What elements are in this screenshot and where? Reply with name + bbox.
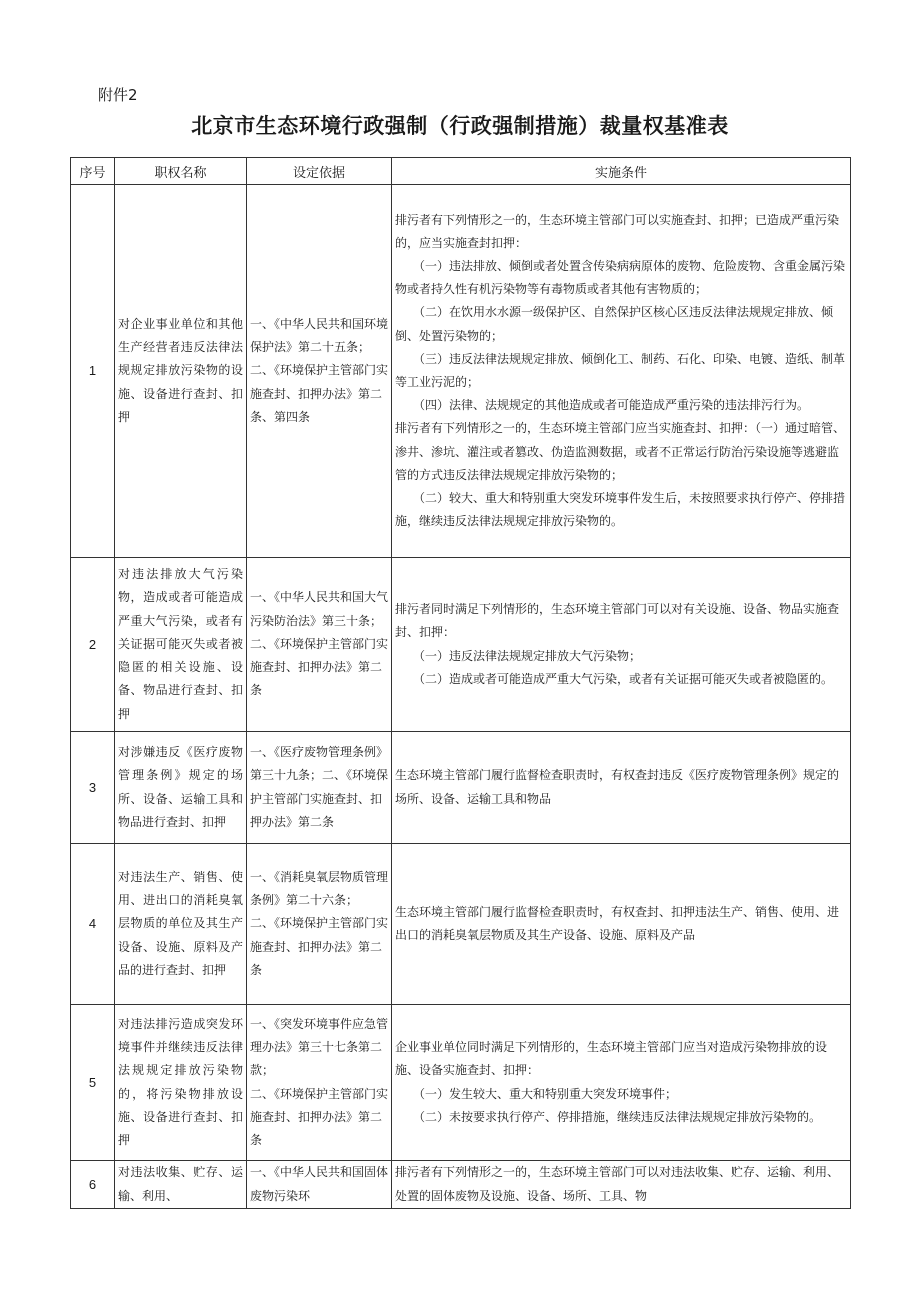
basis-line: 一、《中华人民共和国固体废物污染环 bbox=[250, 1165, 389, 1203]
condition-line: 排污者有下列情形之一的，生态环境主管部门可以实施查封、扣押；已造成严重污染的，应当实施查封扣押： bbox=[395, 212, 840, 250]
row-authority-name: 对违法收集、贮存、运输、利用、 bbox=[115, 1161, 247, 1209]
condition-line: （一）违反法律法规规定排放大气污染物； bbox=[413, 648, 642, 663]
basis-line: 一、《突发环境事件应急管理办法》第三十七条第二款； bbox=[250, 1016, 389, 1078]
table-row bbox=[71, 558, 851, 732]
row-serial: 2 bbox=[71, 558, 115, 732]
basis-line: 一、《消耗臭氧层物质管理条例》第二十六条； bbox=[250, 869, 389, 908]
row-serial: 3 bbox=[71, 732, 115, 844]
condition-line: （二）造成或者可能造成严重大气污染，或者有关证据可能灭失或者被隐匿的。 bbox=[413, 671, 834, 686]
row-authority-name: 对违法排放大气污染物，造成或者可能造成严重大气污染，或者有关证据可能灭失或者被隐匿的相关设施、设备、物品进行查封、扣押 bbox=[115, 558, 247, 732]
row-legal-basis bbox=[247, 1161, 392, 1209]
row-conditions bbox=[392, 844, 851, 1005]
row-serial: 5 bbox=[71, 1005, 115, 1161]
basis-line: 一、《中华人民共和国环境保护法》第二十五条； bbox=[250, 316, 389, 355]
row-authority-name: 对企业事业单位和其他生产经营者违反法律法规规定排放污染物的设施、设备进行查封、扣押 bbox=[115, 185, 247, 558]
table-row bbox=[71, 185, 851, 558]
condition-line: 生态环境主管部门履行监督检查职责时，有权查封违反《医疗废物管理条例》规定的场所、设备、运输工具和物品 bbox=[395, 768, 840, 806]
row-conditions bbox=[392, 732, 851, 844]
row-authority-name: 对违法排污造成突发环境事件并继续违反法律法规规定排放污染物的，将污染物排放设施、设备进行查封、扣押 bbox=[115, 1005, 247, 1161]
row-authority-name: 对违法生产、销售、使用、进出口的消耗臭氧层物质的单位及其生产设备、设施、原料及产品的进行查封、扣押 bbox=[115, 844, 247, 1005]
attachment-label: 附件2 bbox=[98, 86, 138, 104]
condition-line: 企业事业单位同时满足下列情形的，生态环境主管部门应当对造成污染物排放的设施、设备实施查封、扣押： bbox=[395, 1040, 828, 1078]
row-conditions bbox=[392, 1161, 851, 1209]
row-legal-basis bbox=[247, 844, 392, 1005]
condition-line: （二）未按要求执行停产、停排措施，继续违反法律法规规定排放污染物的。 bbox=[413, 1109, 822, 1124]
condition-line: （三）违反法律法规规定排放、倾倒化工、制药、石化、印染、电镀、造纸、制革等工业污泥的； bbox=[395, 351, 846, 389]
condition-line: （二）较大、重大和特别重大突发环境事件发生后，未按照要求执行停产、停排措施，继续违反法律法规规定排放污染物的。 bbox=[395, 491, 846, 529]
row-conditions bbox=[392, 1005, 851, 1161]
basis-line: 二、《环境保护主管部门实施查封、扣押办法》第二条 bbox=[250, 916, 389, 977]
condition-line: 排污者有下列情形之一的，生态环境主管部门可以对违法收集、贮存、运输、利用、处置的固体废物及设施、设备、场所、工具、物 bbox=[395, 1165, 840, 1203]
discretion-table bbox=[70, 157, 851, 1209]
header-serial: 序号 bbox=[71, 158, 115, 185]
row-authority-name: 对涉嫌违反《医疗废物管理条例》规定的场所、设备、运输工具和物品进行查封、扣押 bbox=[115, 732, 247, 844]
row-conditions bbox=[392, 185, 851, 558]
condition-line: （四）法律、法规规定的其他造成或者可能造成严重污染的违法排污行为。 bbox=[413, 398, 810, 413]
condition-line: 生态环境主管部门履行监督检查职责时，有权查封、扣押违法生产、销售、使用、进出口的消耗臭氧层物质及其生产设备、设施、原料及产品 bbox=[395, 904, 840, 942]
basis-line: 二、《环境保护主管部门实施查封、扣押办法》第二条 bbox=[250, 636, 389, 698]
condition-line: 排污者同时满足下列情形的，生态环境主管部门可以对有关设施、设备、物品实施查封、扣押： bbox=[395, 602, 840, 640]
table-row bbox=[71, 1005, 851, 1161]
row-legal-basis bbox=[247, 185, 392, 558]
row-legal-basis bbox=[247, 732, 392, 844]
row-serial: 1 bbox=[71, 185, 115, 558]
table-row bbox=[71, 732, 851, 844]
basis-line: 二、《环境保护主管部门实施查封、扣押办法》第二条、第四条 bbox=[250, 363, 389, 424]
header-legal-basis: 设定依据 bbox=[247, 158, 392, 185]
basis-line: 一、《医疗废物管理条例》第三十九条；二、《环境保护主管部门实施查封、扣押办法》第二条 bbox=[250, 745, 389, 829]
row-serial: 6 bbox=[71, 1161, 115, 1209]
basis-line: 二、《环境保护主管部门实施查封、扣押办法》第二条 bbox=[250, 1086, 389, 1147]
page-title: 北京市生态环境行政强制（行政强制措施）裁量权基准表 bbox=[191, 114, 729, 138]
condition-line: （二）在饮用水水源一级保护区、自然保护区核心区违反法律法规规定排放、倾倒、处置污染物的； bbox=[395, 305, 834, 343]
row-serial: 4 bbox=[71, 844, 115, 1005]
condition-line: 排污者有下列情形之一的，生态环境主管部门应当实施查封、扣押：（一）通过暗管、渗井、渗坑、灌注或者篡改、伪造监测数据，或者不正常运行防治污染设施等逃避监管的方式违反法律法规规定排放污染物的； bbox=[395, 421, 846, 482]
header-authority-name: 职权名称 bbox=[115, 158, 247, 185]
condition-line: （一）违法排放、倾倒或者处置含传染病病原体的废物、危险废物、含重金属污染物或者持久性有机污染物等有毒物质或者其他有害物质的； bbox=[395, 258, 846, 297]
row-legal-basis bbox=[247, 1005, 392, 1161]
table-row bbox=[71, 1161, 851, 1209]
condition-line: （一）发生较大、重大和特别重大突发环境事件； bbox=[413, 1086, 678, 1101]
table-row bbox=[71, 844, 851, 1005]
row-legal-basis bbox=[247, 558, 392, 732]
row-conditions bbox=[392, 558, 851, 732]
basis-line: 一、《中华人民共和国大气污染防治法》第三十条； bbox=[250, 590, 389, 628]
header-conditions: 实施条件 bbox=[392, 158, 851, 185]
table-header-row bbox=[71, 158, 851, 185]
